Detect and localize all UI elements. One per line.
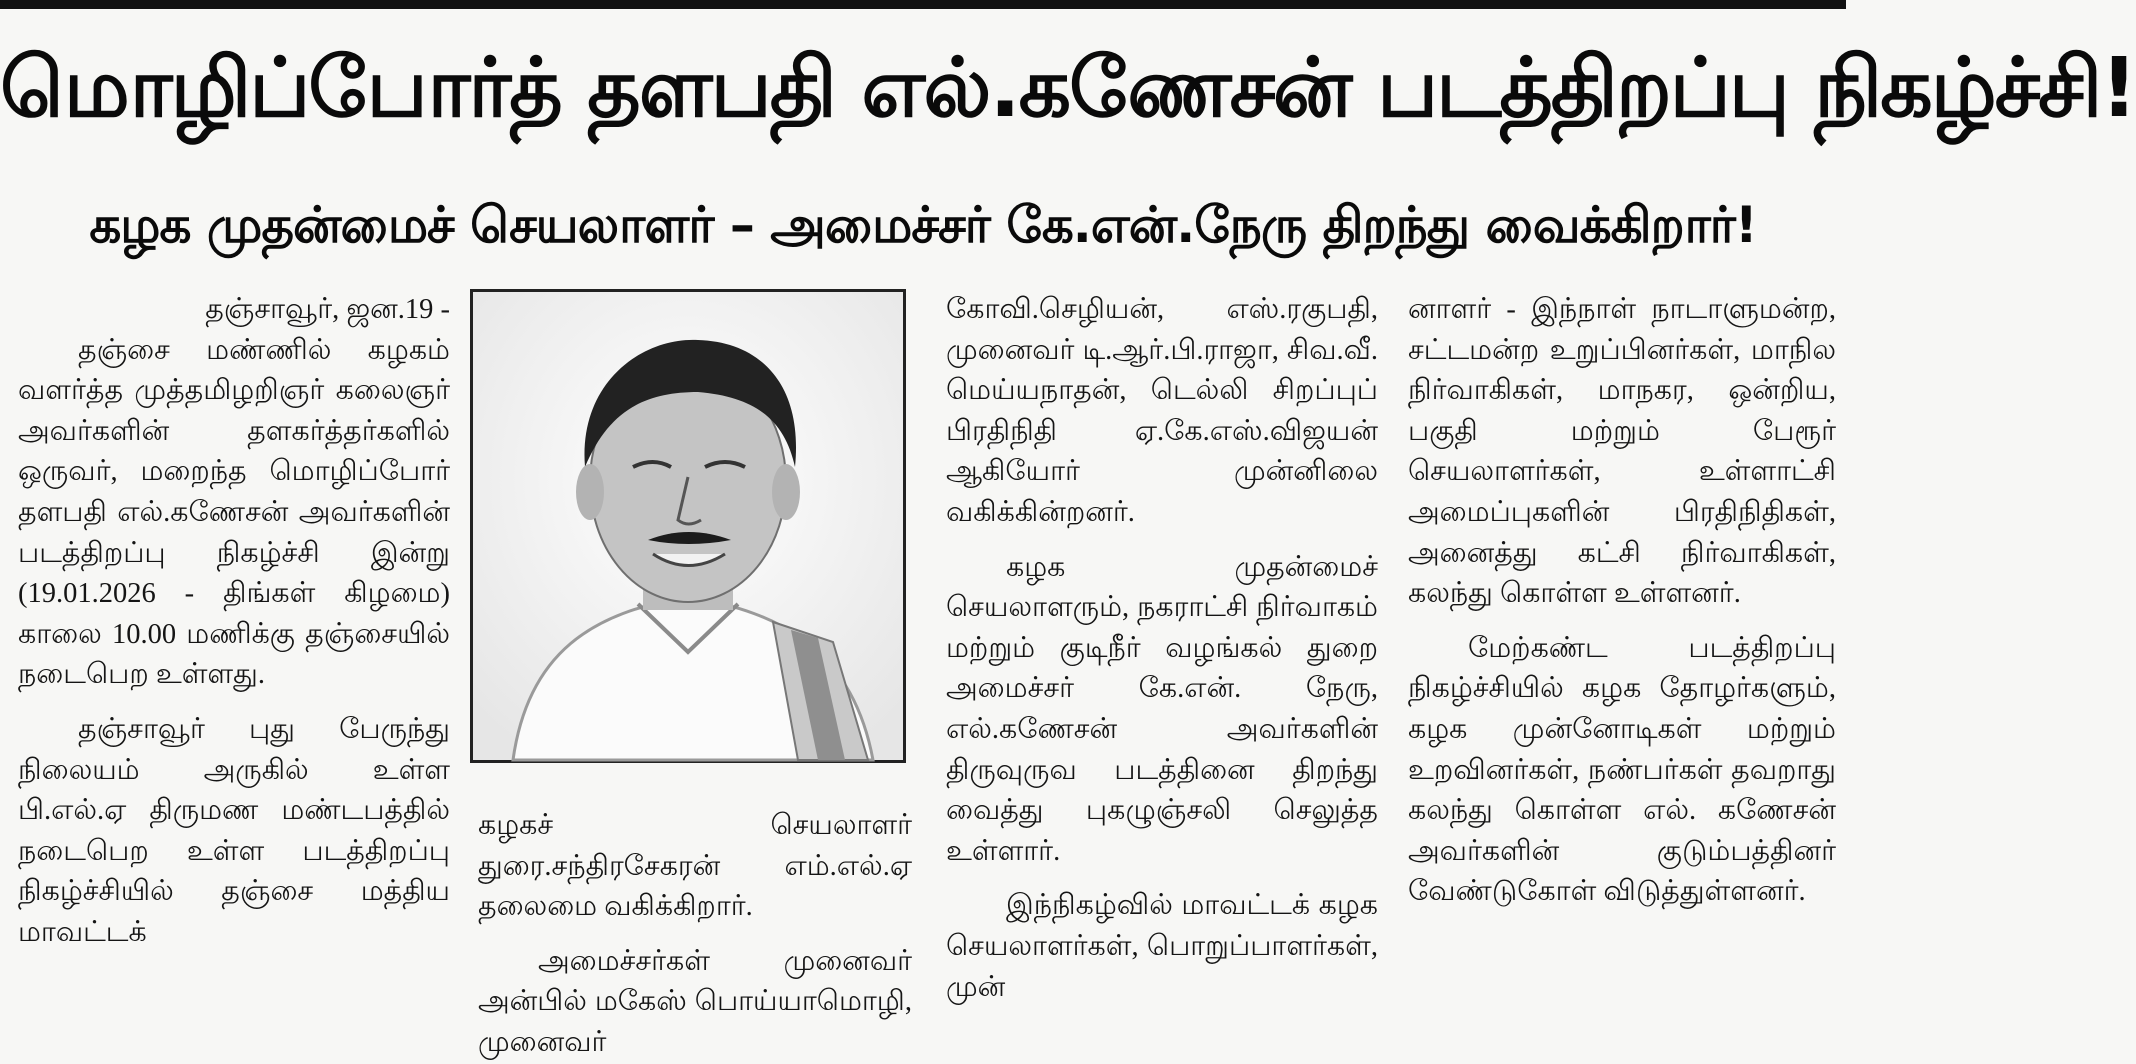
- portrait-illustration: [473, 292, 903, 760]
- article-column-3: [946, 290, 1378, 1008]
- paragraph: தஞ்சை மண்ணில் கழகம் வளர்த்த முத்தமிழறிஞர் கலைஞர் அவர்களின் தளகர்த்தர்களில் ஒருவர், மறைந்த மொழிப்போர் தளபதி எல்.கணேசன் அவர்களின் படத்திறப்பு நிகழ்ச்சி இன்று (19.01.2026 - திங்கள் கிழமை) காலை 10.00 மணிக்கு தஞ்சையில் நடைபெற உள்ளது.: [18, 334, 450, 691]
- paragraph: னாளர் - இந்நாள் நாடாளுமன்ற, சட்டமன்ற உறுப்பினர்கள், மாநில நிர்வாகிகள், மாநகர, ஒன்றிய, பகுதி மற்றும் பேரூர் செயலாளர்கள், உள்ளாட்சி அமைப்புகளின் பிரதிநிதிகள், அனைத்து கட்சி நிர்வாகிகள், கலந்து கொள்ள உள்ளனர்.: [1408, 294, 1836, 610]
- dateline: தஞ்சாவூர், ஜன.19 -: [205, 294, 450, 325]
- paragraph: இந்நிகழ்வில் மாவட்டக் கழக செயலாளர்கள், பொறுப்பாளர்கள், முன்: [946, 890, 1378, 1003]
- paragraph: தஞ்சாவூர் புது பேருந்து நிலையம் அருகில் உள்ள பி.எல்.ஏ திருமண மண்டபத்தில் நடைபெற உள்ள படத்திறப்பு நிகழ்ச்சியில் தஞ்சை மத்திய மாவட்டக்: [18, 713, 450, 948]
- headline: மொழிப்போர்த் தளபதி எல்.கணேசன் படத்திறப்பு நிகழ்ச்சி!: [0, 41, 2136, 136]
- article-column-1: [18, 290, 450, 954]
- top-rule: [0, 0, 1846, 9]
- subheadline: கழக முதன்மைச் செயலாளர் – அமைச்சர் கே.என்.நேரு திறந்து வைக்கிறார்!: [89, 196, 1757, 254]
- paragraph: கோவி.செழியன், எஸ்.ரகுபதி, முனைவர் டி.ஆர்.பி.ராஜா, சிவ.வீ. மெய்யநாதன், டெல்லி சிறப்புப் பிரதிநிதி ஏ.கே.எஸ்.விஜயன் ஆகியோர் முன்னிலை வகிக்கின்றனர்.: [946, 294, 1378, 528]
- article-column-4: [1408, 290, 1836, 913]
- portrait-photo: [470, 289, 906, 763]
- article-column-2: [478, 806, 912, 1064]
- paragraph: கழக முதன்மைச் செயலாளரும், நகராட்சி நிர்வாகம் மற்றும் குடிநீர் வழங்கல் துறை அமைச்சர் கே.என். நேரு, எல்.கணேசன் அவர்களின் திருவுருவ படத்தினை திறந்து வைத்து புகழுஞ்சலி செலுத்த உள்ளார்.: [946, 551, 1378, 867]
- paragraph: அமைச்சர்கள் முனைவர் அன்பில் மகேஸ் பொய்யாமொழி, முனைவர்: [478, 945, 912, 1058]
- paragraph: மேற்கண்ட படத்திறப்பு நிகழ்ச்சியில் கழக தோழர்களும், கழக முன்னோடிகள் மற்றும் உறவினர்கள், நண்பர்கள் தவறாது கலந்து கொள்ள எல். கணேசன் அவர்களின் குடும்பத்தினர் வேண்டுகோள் விடுத்துள்ளனர்.: [1408, 632, 1836, 908]
- paragraph: கழகச் செயலாளர் துரை.சந்திரசேகரன் எம்.எல்.ஏ தலைமை வகிக்கிறார்.: [478, 810, 912, 923]
